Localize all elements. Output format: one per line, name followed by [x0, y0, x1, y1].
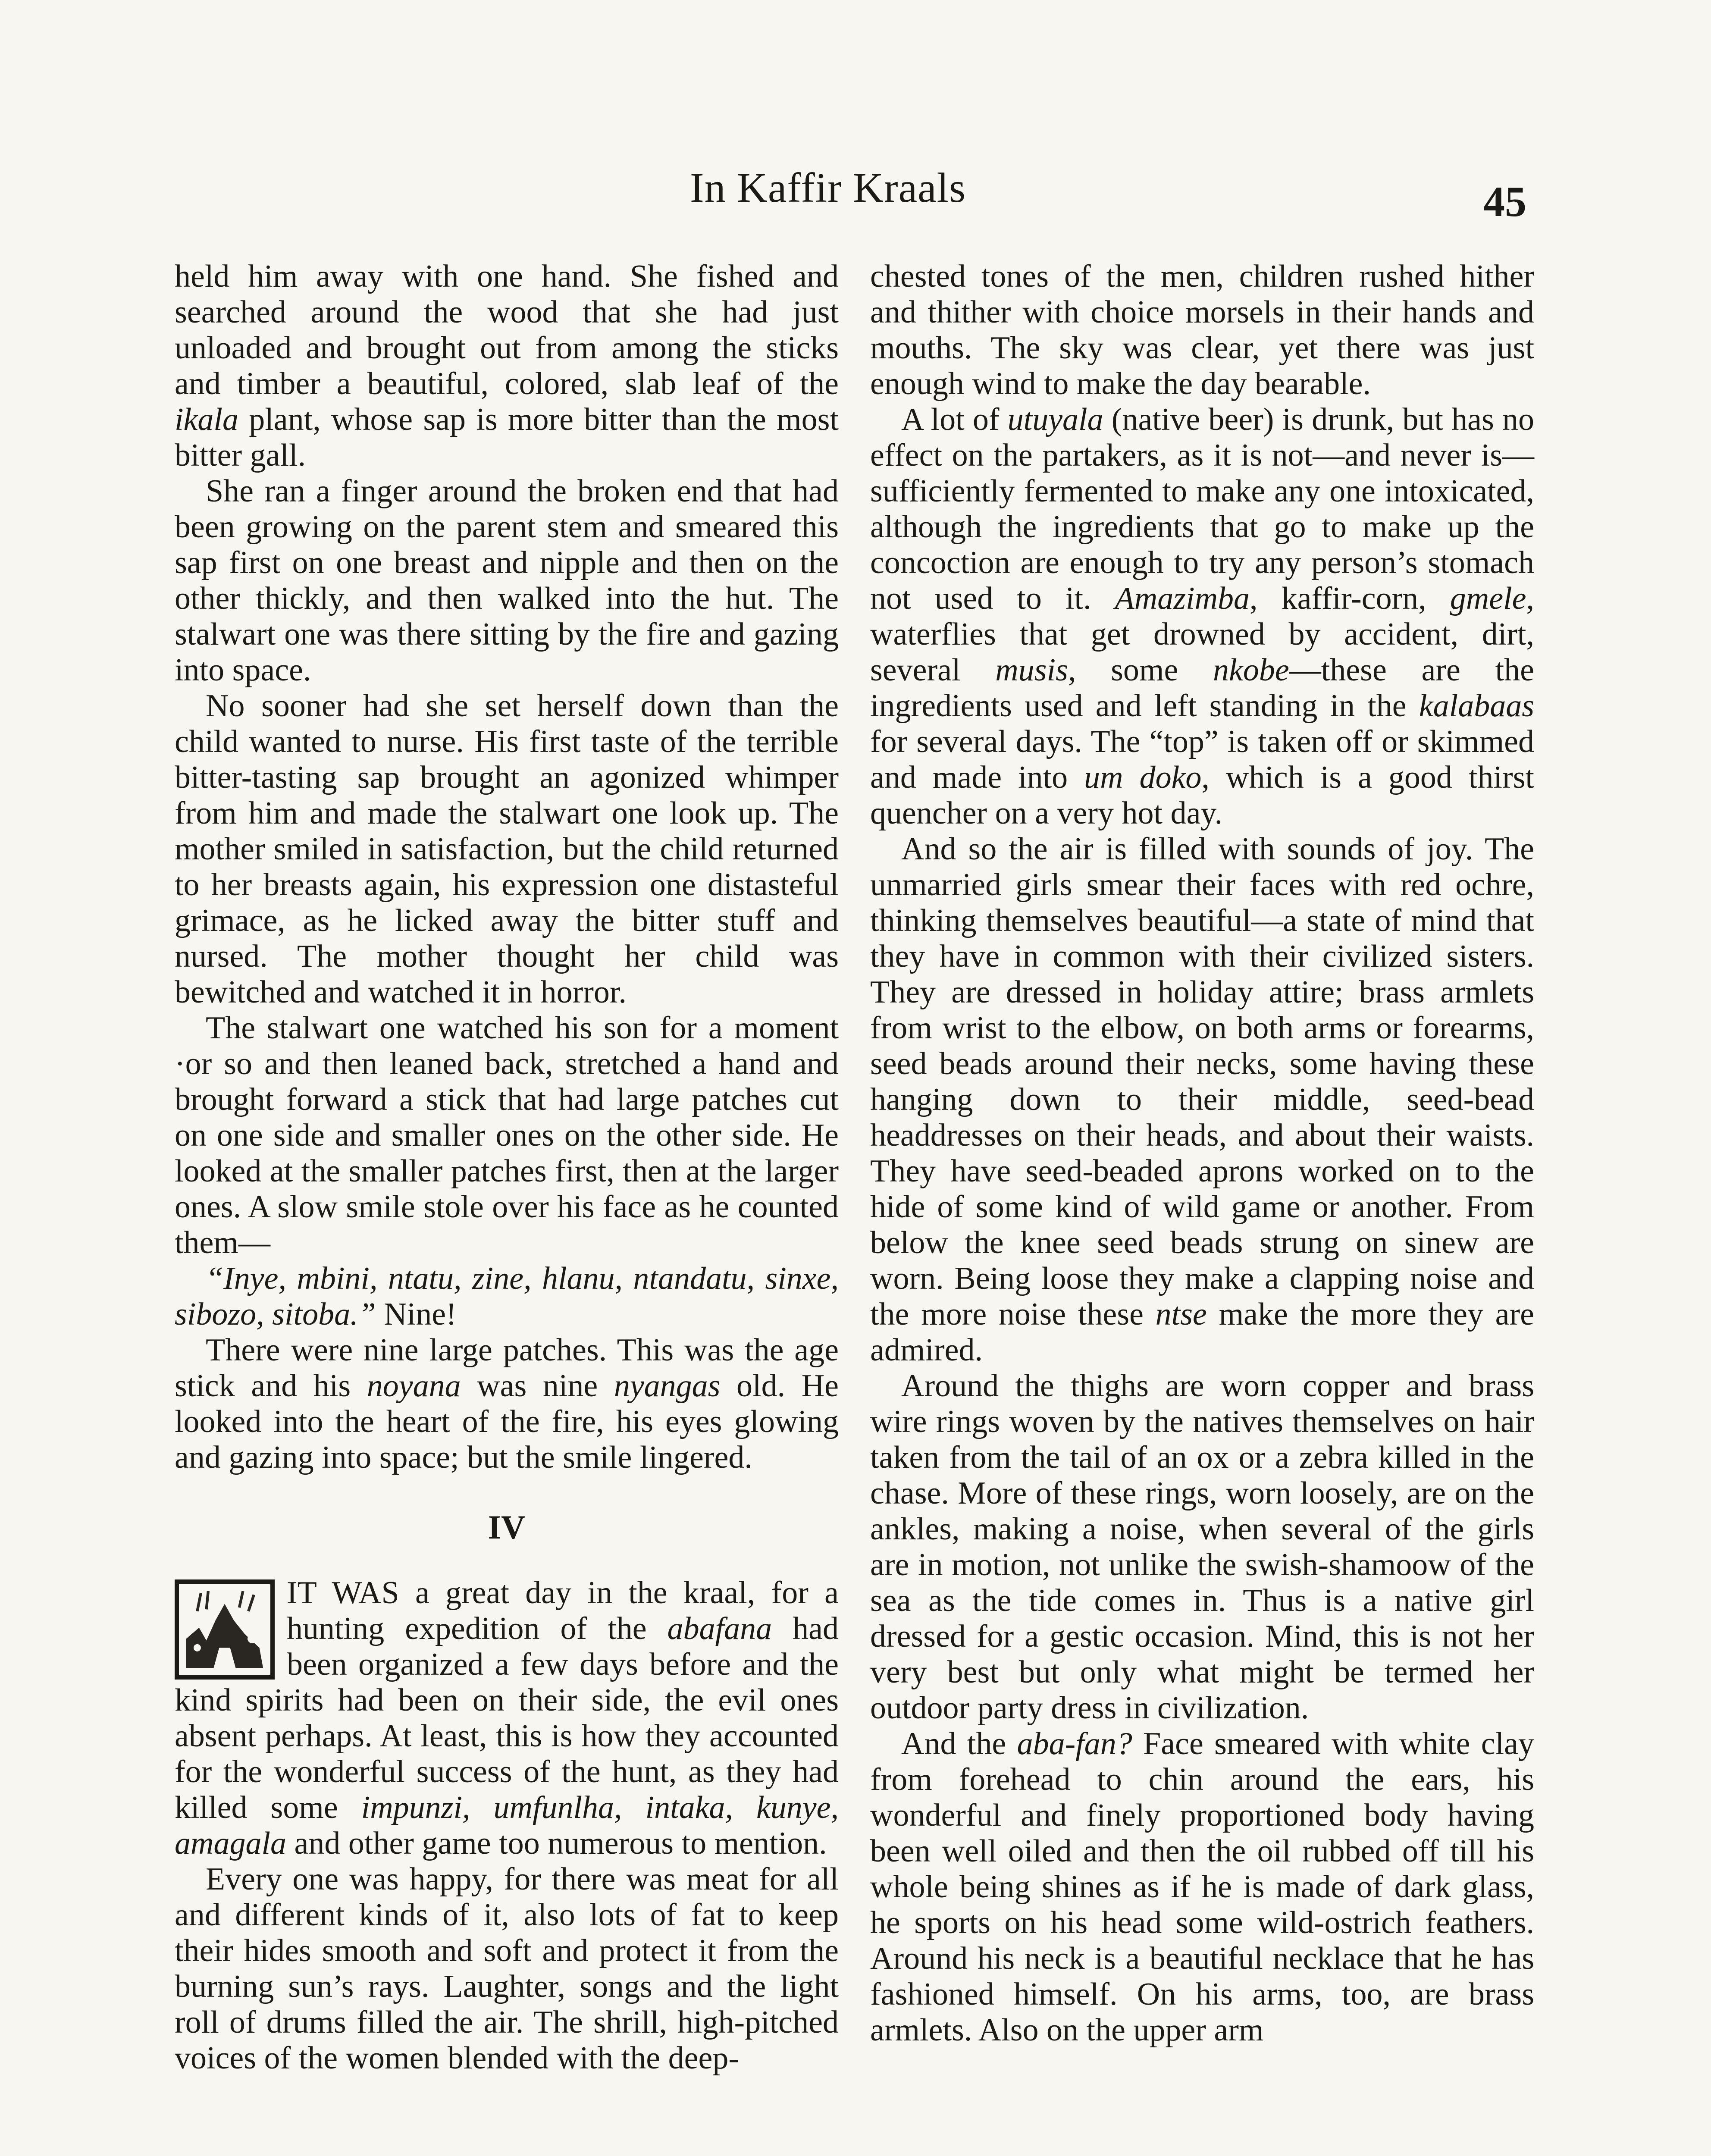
paragraph: No sooner had she set herself down than the child wanted to nurse. His first taste of the terrible bitter-tasting sap brought an agonized whimper from him and made the stalwart one look up. The mother smiled in satisfaction, but the child returned to her breasts again, his expression one distasteful grimace, as he licked away the bitter stuff and nursed. The mother thought her child was bewitched and watched it in horror.: [175, 688, 839, 1010]
section-heading: IV: [488, 1508, 526, 1546]
paragraph: There were nine large patches. This was the age stick and his noyana was nine nyangas old. He looked into the heart of the fire, his eyes glowing and gazing into space; but the smile lingered.: [175, 1332, 839, 1475]
paragraph: held him away with one hand. She fished and searched around the wood that she had just unloaded and brought out from among the sticks and timber a beautiful, colored, slab leaf of the ikala plant, whose sap is more bitter than the most bitter gall.: [175, 259, 839, 473]
paragraph: chested tones of the men, children rushed hither and thither with choice morsels in their hands and mouths. The sky was clear, yet there was just enough wind to make the day bearable.: [870, 259, 1534, 401]
hut-scene-icon: [179, 1584, 270, 1675]
page-header: [0, 164, 1711, 229]
paragraph: She ran a finger around the broken end that had been growing on the parent stem and smeared this sap first on one breast and nipple and then on the other thickly, and then walked into the hut. The stalwart one was there sitting by the fire and gazing into space.: [175, 473, 839, 688]
page-number: 45: [1483, 178, 1526, 226]
paragraph: “Inye, mbini, ntatu, zine, hlanu, ntandatu, sinxe, sibozo, sitoba.” Nine!: [175, 1261, 839, 1332]
running-title: In Kaffir Kraals: [690, 165, 966, 211]
paragraph: And the aba-fan? Face smeared with white clay from forehead to chin around the ears, his wonderful and finely proportioned body having been well oiled and then the oil rubbed off till his whole being shines as if he is made of dark glass, he sports on his head some wild-ostrich feathers. Around his neck is a beautiful necklace that he has fashioned himself. On his arms, too, are brass armlets. Also on the upper arm: [870, 1726, 1534, 2048]
left-column: [175, 259, 839, 2076]
paragraph: Every one was happy, for there was meat for all and different kinds of it, also lots of fat to keep their hides smooth and soft and protect it from the burning sun’s rays. Laughter, songs and the light roll of drums filled the air. The shrill, high-pitched voices of the women blended with the deep-: [175, 1861, 839, 2076]
paragraph: A lot of utuyala (native beer) is drunk, but has no effect on the partakers, as it is not—and never is—sufficiently fermented to make any one intoxicated, although the ingredients that go to make up the concoction are enough to try any person’s stomach not used to it. Amazimba, kaffir-corn, gmele, waterflies that get drowned by accident, dirt, several musis, some nkobe—these are the ingredients used and left standing in the kalabaas for several days. The “top” is taken off or skimmed and made into um doko, which is a good thirst quencher on a very hot day.: [870, 402, 1534, 831]
paragraph: The stalwart one watched his son for a moment ·or so and then leaned back, stretched a hand and brought forward a stick that had large patches cut on one side and smaller ones on the other side. He looked at the smaller patches first, then at the larger ones. A slow smile stole over his face as he counted them—: [175, 1010, 839, 1260]
decorative-initial-illustration: [175, 1579, 275, 1680]
paragraph: And so the air is filled with sounds of joy. The unmarried girls smear their faces with red ochre, thinking themselves beautiful—a state of mind that they have in common with their civilized sisters. They are dressed in holiday attire; brass armlets from wrist to the elbow, on both arms or forearms, seed beads around their necks, some having these hanging down to their middle, seed-bead headdresses on their heads, and about their waists. They have seed-beaded aprons worked on to the hide of some kind of wild game or another. From below the knee seed beads strung on sinew are worn. Being loose they make a clapping noise and the more noise these ntse make the more they are admired.: [870, 831, 1535, 1368]
paragraph: IT WAS a great day in the kraal, for a hunting expedition of the abafana had been organized a few days before and the kind spirits had been on their side, the evil ones absent perhaps. At least, this is how they accounted for the wonderful success of the hunt, as they had killed some impunzi, umfunlha, intaka, kunye, amagala and other game too numerous to mention.: [175, 1575, 839, 1861]
paragraph: Around the thighs are worn copper and brass wire rings woven by the natives themselves on hair taken from the tail of an ox or a zebra killed in the chase. More of these rings, worn loosely, are on the ankles, making a noise, when several of the girls are in motion, not unlike the swish-shamoow of the sea as the tide comes in. Thus is a native girl dressed for a gestic occasion. Mind, this is not her very best but only what might be termed her outdoor party dress in civilization.: [870, 1368, 1534, 1726]
right-column: [870, 259, 1534, 2048]
